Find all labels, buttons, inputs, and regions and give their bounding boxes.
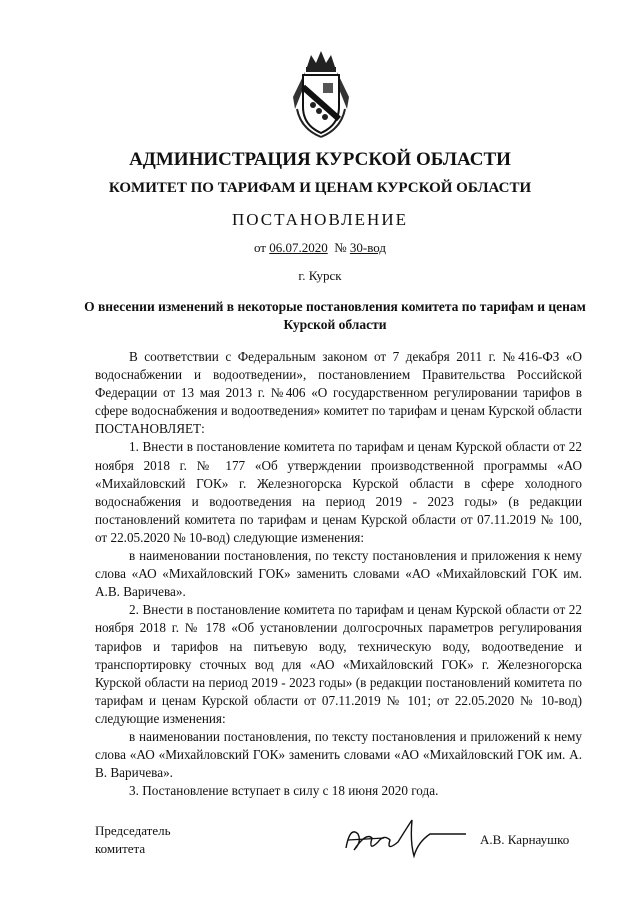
signatory-title [95,822,171,858]
city: г. Курск [298,268,342,283]
organization-title: АДМИНИСТРАЦИЯ КУРСКОЙ ОБЛАСТИ [129,149,511,170]
document-subject: О внесении изменений в некоторые постановления комитета по тарифам и ценам Курской области [84,299,586,332]
paragraph: 2. Внести в постановление комитета по тарифам и ценам Курской области от 22 ноября 2018 г. № 178 «Об установлении долгосрочных параметров регулирования тарифов и тарифов на питьевую воду, техническую воду, водоотведение и транспортировку сточных вод для «АО «Михайловский ГОК» г. Железногорска Курской области на период 2019 - 2023 годы» (в редакции постановлений комитета по тарифам и ценам Курской области от 07.11.2019 № 101; от 22.05.2020 № 10-вод) следующие изменения: [95,602,582,726]
paragraph: В соответствии с Федеральным законом от 7 декабря 2011 г. №416-ФЗ «О водоснабжении и водоотведении», постановлением Правительства Российской Федерации от 13 мая 2013 г. №406 «О государственном регулировании тарифов в сфере водоснабжения и водоотведения» комитет по тарифам и ценам Курской области ПОСТАНОВЛЯЕТ: [95,349,582,437]
signatory-title-line: комитета [95,841,146,856]
document-body [95,348,582,800]
handwritten-signature [338,812,468,864]
coat-of-arms-icon [289,47,353,139]
date-line [0,240,640,256]
committee-title: КОМИТЕТ ПО ТАРИФАМ И ЦЕНАМ КУРСКОЙ ОБЛАСТИ [108,180,532,196]
paragraph: в наименовании постановления, по тексту постановления и приложения к нему слова «АО «Михайловский ГОК» заменить словами «АО «Михайловский ГОК им. А.В. Варичева». [95,548,582,600]
paragraph: в наименовании постановления, по тексту постановления и приложений к нему слова «АО «Михайловский ГОК» заменить словами «АО «Михайловский ГОК им. А. В. Варичева». [95,728,582,781]
paragraph: 3. Постановление вступает в силу с 18 июня 2020 года. [129,783,439,799]
paragraph: 1. Внести в постановление комитета по тарифам и ценам Курской области от 22 ноября 2018 г. № 177 «Об утверждении производственной программы «АО «Михайловский ГОК» г. Железногорска Курской области в сфере холодного водоснабжения и водоотведения на период 2019 - 2023 годы» (в редакции постановлений комитета по тарифам и ценам Курской области от 07.11.2019 № 100, от 22.05.2020 № 10-вод) следующие изменения: [95,439,582,545]
document-number: 30-вод [349,240,387,255]
signatory-title-line: Председатель [95,823,171,838]
document-date: 06.07.2020 [269,240,328,255]
date-prefix: от [253,240,270,255]
number-prefix: № [334,240,350,255]
document-type: ПОСТАНОВЛЕНИЕ [231,210,408,229]
signatory-name: А.В. Карнаушко [480,832,570,847]
